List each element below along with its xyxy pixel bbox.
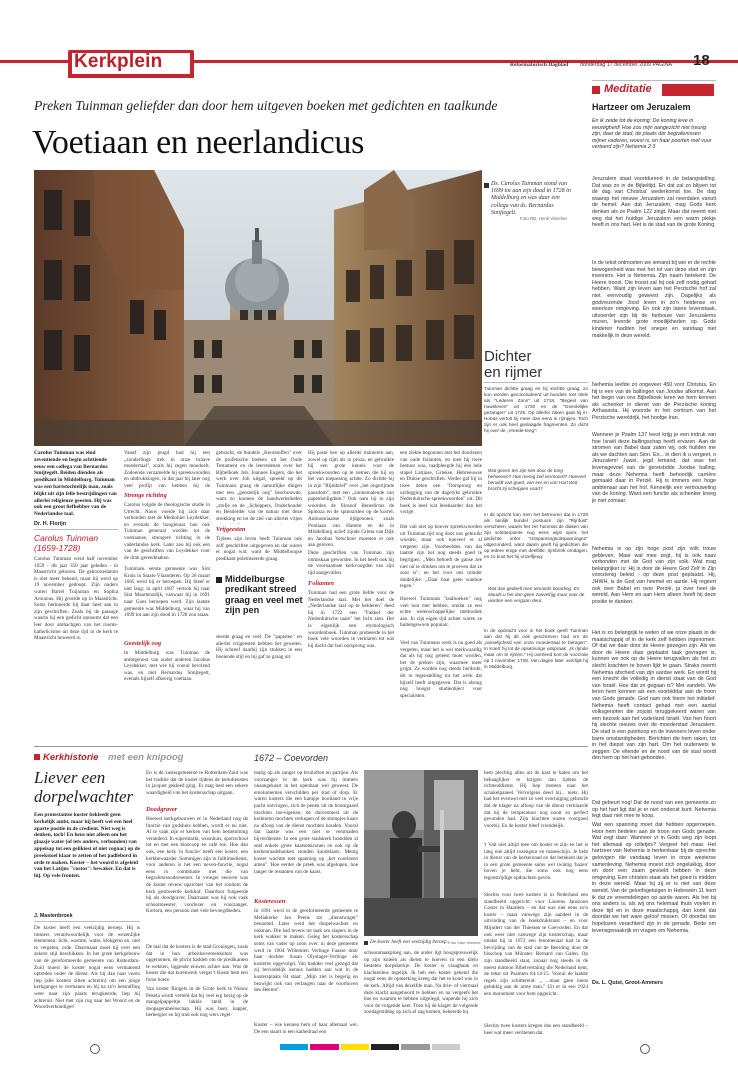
feature-col3c-text: seerde graag en veel. De "papisten" en allerlei vrijgeesten hebben het geweten. Hij schreef daarbij zijn stukken in een boeiende stijl en hij gaf ze graag uit. bbox=[216, 634, 302, 660]
registration-mark-icon bbox=[640, 1044, 650, 1054]
history-col2: En is de zustergemeente te Rotterdam-Zuid was het traditie dat de koster tijdens de kerkdiensten in jacquet gekleed ging. Er mag best een zekere waardigheid van het kostersschap uitgaan. bbox=[146, 770, 248, 796]
headline-top: Preken Tuinman geliefder dan door hem uitgeven boeken met gedichten en taalkunde bbox=[34, 98, 498, 113]
poetry-verse-1: Wat geven ten zijn niet door de tong behoeven? Hoe menig zeil vermoord? Hoeveel benoldt van goed, van eer en van Hart Wat bracht zij scheppen vaart? bbox=[488, 468, 586, 491]
history-author-rule bbox=[34, 921, 140, 922]
history-col3: matig op als zanger op bruiloften en partijen. Als voorzanger in de kerk was hij immers onaangekaart in het openbaar wel geweest. De emolumenten verschilden per stad of dorp. Er waren kosters die een kampje hooiland in vrije pacht ontvingen, zich de penen uit de boomgaard mochten toe-eigenen, de duivenmest uit de kerktoren mochten verkopen of de stompjes kaars na afloop van de dienst mochten houden. Vooral dat laatste was een niet te versmaden bijverdienste. In een grote stadskerk brandden al snel enkele grote kaarsenkronen en ook op de kerkenraadsbanken stonden kandelaars. Menig koster wachtte met spanning op „het voorlezen amen". Hoe eerder de preek was afgelopen, hoe langer de restanten van de kaars. bbox=[254, 770, 358, 875]
headline: Voetiaan en neerlandicus bbox=[32, 124, 365, 161]
poetry-title-line1: Dichter bbox=[484, 348, 532, 365]
meditatie-rule bbox=[592, 80, 716, 81]
photo-caption: Ds. Carolus Tuinman stond van 1699 tot aan zijn dood in 1728 in Middelburg en was daar een collega van ds. Bernardus Smijtegelt. bbox=[491, 181, 571, 216]
section-title: Kerkplein bbox=[74, 51, 163, 72]
sexton-photo-illustration bbox=[364, 770, 478, 936]
feature-col2c-text: Tuinmans eerste gemeente was Sint Kruis in Staats-Vlaanderen. Op 28 maart 1685 werd hij er beroepen. Hij bleef er niet lang: in april 1687 vertrok hij naar Sint Maartensdijk, vanwaar hij in 1691 naar Goes beroepen werd. Zijn laatste gemeente was Middelburg, waar hij van 1699 tot aan zijn dood in 1728 zou staan. bbox=[124, 566, 210, 619]
poetry-text-1: Tuinman dichtte graag en hij stichtte graag, zo kon worden geconcludeerd uit bundels met titels als "Lederen Zons" uit 1718, "Begeel van huweleven" uit 1720 en de "Geestelijke gezangen" uit 1725. Op allerlei zaken gaat hij in. Hobas vertolt hij meer dan eens in rijmpjes. Toch zijn er ook heel geslaagde fragmenten. Zo dicht hij over de „Vreede-teng": bbox=[484, 386, 588, 433]
meditatie-title: Hartzeer om Jeruzalem bbox=[592, 102, 691, 112]
subhead-kosteressen: Kosteressen bbox=[254, 898, 286, 905]
color-swatch bbox=[371, 1044, 399, 1050]
meditatie-body-4: Wanneer je Psalm 137 leest krijg je een indruk van hoe Israël deze ballingschap heeft ervaren. Aan de stromen van Babel daar zaten wij, ook huilden me als we dachten aan Sion. En... in dien ik u vergeet, o Jeruzalem! Juwel, jegd lemand, dat was het levensgevoel van de gereisbdde Joodse balling, maar deze Nehemia heeft behoorlijk carrière gemaakt daar in Perzië. Hij is immers een hoge ambtenaar aan het hof. Kennelijk een vertrouweling van de koning. Want een functie als schenker kreeg je niet zomaar. bbox=[592, 432, 716, 504]
history-intro: Een protestantse koster bekleedt geen kerkelijk ambt, maar hij heeft wel een heel aparte positie in de credient. Niet weg is denken, toch! En heus niet alleen om het glaasje water (of iets anders, verbonden) van appelsap tot een gelikiest of niet cognac) op de preekstoel klaar te zetten of het padlebord in orde te maken. Koster – het woord is afgeleid van het Latijns "custos": bewaker. En dat is hij. Op vele fronten. bbox=[34, 812, 140, 880]
dateline: donderdag 17 december 2009 PAGINA bbox=[580, 62, 673, 68]
meditatie-label-bar bbox=[662, 84, 714, 96]
feature-author: Dr. H. Florijn bbox=[34, 521, 67, 527]
feature-col5-text: een ziekte begonnen met het doorlezen van oude folianten, en toen hij twee bestuur was, raadpleegde hij een hele stapel Latijnse, Griekse, Hebreeuwse en Duitse geschriften. Verder gaf hij in twee delen een "Oorsprong en uytlegging van de dagelyks gebruikte Nederduitsche spreekwoorden" uit. Dit boek is heel wat leesbaarder dan het vorige. bbox=[400, 450, 482, 516]
pullquote bbox=[216, 574, 302, 630]
feature-col2-sub-strenge bbox=[124, 492, 210, 502]
poetry-text-2: In dit opzicht kan men het betreuren dat in 1729 als tuinlijk bundel postuum zijn "Rijnfust" verscheen, waarin het zet Tuinman de diaken van zijn schitterpointe nog eens wijst open; het gedichte order "Uitspanningsuitspanningen" uitgezonderd, want daarin geeft hij gedichten die op iedere enige met deeltitle: rijmbrink omdagen, en zo kust het hij onzelfjeug: bbox=[484, 512, 588, 559]
color-swatch bbox=[432, 1044, 460, 1050]
pullquote-square-icon bbox=[216, 577, 222, 583]
feature-col5d-text: Veel van Tuinmans werk is nu goed als vergeten, maar het is wel merkwaardig dat als hij nog geleest moet worden, het de preken zijn, waarmee meer grijpt. Ze worden nog steeds herdrukt, dit in tegenstelling tot het werk dat hijzelf heeft uitgegeven. Dat is alsnog nog hoogst studieobject voor specialisten. bbox=[400, 640, 482, 699]
street-scene-illustration bbox=[34, 170, 482, 446]
feature-col2b-text: Carolus volgde de theologische studie in Utrecht. Nauw voelde hij zich daar verbonden met de Mediohier Leydekker, en evenals de hoogleraar ban ook Tuinman generaal worden tot de voetiaanse, strengere richting in de vaderlandse kerk. Later zou hij ook een van de geschriften van Leydekker voor de druk gereedmaken. bbox=[124, 502, 210, 561]
subhead-doodgraver: Doodgraver bbox=[146, 806, 178, 813]
feature-col4b-text: Deze geschriften van Tuinman zijn onmiskaar geworden. In het heeft ook hij de voornaamste kerkvoogden van zijn tijd aangevallen. bbox=[308, 550, 394, 576]
meditatie-body-2: In de tekst ontmoeten we iemand bij wie er de rechte bewogenheid was met het lot van deze stad en zijn inwoners. Het is Nehemia. Zijn naam betekent: De Heere troost. Die troost zal hij ook zelf nodig gehad hebben. Want zijn leven aan het Perzische hof zal niet eenvoudig geweest zijn. Dagelijks als godvrezende Jood leven in zo'n heidense en weerloze omgeving. En ook zijn latere levenstaak, uitvoerder zijn bij de herbouw van Jeruzalems muren, leverde grote moeilijkheden op. Gods kinderen hadden het sneger en vandaag niet makkelijk in deze wereld. bbox=[592, 260, 716, 339]
history-col2c: De taal dat de kosters is de stad Groningen, zoals dat in hun arbeidsovereenkomst was opgenomen, de plicht hadden om de predikanten te wekken, liggende eiuwen achter aan. Was de koster die dat kurenwerk vergat 't Koste hem een forse boete. bbox=[146, 944, 248, 983]
section-header bbox=[0, 0, 738, 78]
history-col5b: 't Valt niet altijd mee om koster te zijn en het is lang niet altijd rozengeur en maneschijn. Je hebt in dienst van de kerkenraad en dat betekent dat je in een grote gemeente soms wel twintig 'bazen' boven je hebt, die soms ook nog eens tegenstrijdige opdrachten geven. bbox=[484, 842, 588, 881]
page-number: 18 bbox=[693, 52, 710, 69]
poetry-text-3: In de opdracht voor in het boek geeft Tuinman aan dat hij dit ook geschreven had om de „ranselijcheid van onze moedertaal te betogen". In Koert hij tot de opsetvurige uitspraak: „Ik rijmde maar om te rijmen." Hij overleed kort de voorzote op 1 november 1728. Van dagen later overlijdt hij in Middelburg. bbox=[484, 628, 588, 669]
meditatie-body-7: Dat gebeurt nog! Dat de nood van een gemeente zo op het hart ligt dat je er niet onderuit kunt. Nehemia legt daar niet mee te koop. bbox=[592, 800, 716, 820]
history-photo-bullet bbox=[364, 941, 368, 945]
history-divider bbox=[34, 746, 588, 747]
meditatie-signature: Ds. L. Quist, Groot-Ammers bbox=[592, 980, 663, 986]
author-rule bbox=[34, 529, 118, 530]
color-swatch bbox=[280, 1044, 308, 1050]
pullquote-text: Middelburgse predikant streed graag en veel met zijn pen bbox=[225, 574, 303, 616]
history-photo bbox=[364, 770, 478, 936]
feature-col2-text: Vanaf zijn jeugd had hij een „zonderlinge trek in onze braave moedertaal", zoals hij zegen moedoelt. Zodoende verzamelde hij spreekwoorden en uitdrukkingen, in dat jaar hij later nog veel profijt van hebben bij de bbox=[124, 450, 210, 489]
subhead-geestelijk: Geestelijk oog bbox=[124, 640, 162, 647]
subject-years: (1659-1728) bbox=[34, 543, 81, 553]
history-rubric-grey: met een knipoog bbox=[108, 752, 184, 763]
feature-col5b-text: Het valt niet op hoever spreekwoorden uit Tuinman tijd nog door ons gebruikt worden, maar ook hoeveel er al vergeten zijn. Voorbeelden van dat laatste zijn het nog steeds goed te begrijpen: „Men behoeft de ganse zee niet uit te drinken om te proeven dat ze zout is"; en het voor ons minder duidelijke: „Daar baat geen wanhoe tegen." bbox=[400, 524, 482, 590]
feature-col3-sub-vrijgeesten bbox=[216, 526, 302, 536]
history-photo-caption: De koster heeft een veelzijdig beroep. bbox=[370, 939, 448, 945]
subhead-folianten: Folianten bbox=[308, 580, 334, 587]
meditatie-body-6: Het is zo belangrijk te weten of we onze plaats in de maatschappij of in de kerk zelf hebben ingenomen. Of dat we daar door de Heere gezegen zijn. Als we door de Heere daar geplaatst taak gevragen is, kunnen we ook op de Heere terugvallen als het zo slecht krachten te boven lijkt te gaan. Straks neemt Nehemia afscheid van zijn aardse werk. En wordt hij een knecht die volledig in dienst staat van de God van Israël. Hoe dat zo gegaan is? Met vandels. We leren hem kennen als een voorbiddar aan de troon van Gods genade. God nam ook hierin het initiatief. Nehemia heeft contact gehad met een aantal volksgenoten die zojuist teruggekeerd waren van een bezoek aan het vaderland Israël. Van hen hoort hij slechte nieuws over de moederstad Jeruzalem. De stad is een puinhoop en de inwoners leven onder barre omstandigheden. Berichten die hem raken, tot in het diepst van zijn hart. Om het ouderwets te zeggen: De ellende en de nood van de stad wordt den hem op het hart gebonden. bbox=[592, 630, 716, 762]
subhead-strenge: Strenge richting bbox=[124, 492, 167, 499]
color-bar bbox=[280, 1044, 460, 1050]
meditatie-body-8: Wat een spanning moet dat hebben opgeroepen. Hoor hem bedelen aan de troon van Gods genade. Wat zegt daar: Wanneer vr in Gods weg zijn loopt het allemaal op rolletjes? Vergeet het maar. Het hartzeer van Nehemia is herkenbaar bij de oprechte gelovigen die vandaag leven in onze westerse samenleving. Nehemia moest zich ongelukkig, door en door een zaam gevoeld hebben in deze omgeving. Een christen staat als het goed is midden in deze wereld. Maar hij zij er is niet van deze wereld. Van de geloofsgetuigen in Hebreeën 11 leert ik dat ze vreemdelingen op aarde waren. Als het bij ons anders is, als wij ons helemaal thuis voelen in deze tijd en in deze maatschappij, dan komt dat doordat we het ware geloof missen. Of doordat we hopelozen verachterd zijn in de genade. Bede om levensgenaakrijk en vragen om Nehemia. bbox=[592, 822, 716, 934]
history-col3-sub bbox=[254, 898, 358, 908]
history-rubric-red: Kerkhistorie bbox=[43, 752, 99, 763]
poetry-box bbox=[484, 340, 588, 740]
history-author: J. Mastenbroek bbox=[34, 913, 73, 919]
history-col5d: Slechts twee kosters kregen dus een standbeeld – heel wat meer verdienen dat. bbox=[484, 1023, 588, 1036]
history-col2d: Van koster Ringels in de Grote kerk te Nieuw Pekela wordt verteld dat hij veel erg bezig op de mangelpappeltje lakkle 'steld in de doopsgenmeenschap. Hij was boer, kapper, herbergier en hij trad ook nog wers regel- bbox=[146, 986, 248, 1019]
history-headline: Liever een dorpelwachter bbox=[34, 768, 134, 806]
color-swatch bbox=[310, 1044, 338, 1050]
color-swatch bbox=[341, 1044, 369, 1050]
feature-col4c-text: Tuinman had een grote liefde voor de Nederlandse taal. Met het doel de „Nederlandse taal op te helderen" deed hij in 1722 een "Fakkel der Nederduitsche taale" het licht zien. Het is eigenlijk een etymologisch woordenboek. Tuinman probeerde in het boek vele woorden te verklaren tot wat hij dacht dat hun oorsprong was. bbox=[308, 590, 394, 649]
feature-col4-sub-folianten bbox=[308, 580, 394, 590]
feature-col1-text: Carolus Tuinman werd half november 1659 - dit jaar 350 jaar geleden - in Maastricht geboren. De geboortedatum is niet meer bekend, maar hij werd op 19 november gedoopt. Zijn ouders waren Bartel Tuijnman en Sophia Aronnius. Hij groeide op in Maastricht. Soms herinnerde hij daar later aan in zijn geschriften. Zoals bij de passage waarin hij een gedicht opnoemt dat een leer door ambachgen van het rooms-katholicisme uit deze tijd in de kerk te Maastricht beweerd is. bbox=[34, 556, 118, 642]
history-col3b: In 1891 werd in de gereformeerde gemeente te Mellakerke Jan Peene tot „dienstwager" benoemd. Later werd het dorpelwachter en ookman. Die had tevens tot taak om slapers in de kerk wakker te maken. Geleg het kostersschap soms van vader op zoon over. in deze gemeente werd in 1904 Willemien Verlinge Faasse door haar dochter Susan Olyslager-Verlinge als kosteres opgevolgd. Van hadden veel gezegd dat zij bevindelijk kennis hadden aan wat in de kostersplaats 84 staat: „Mijn ziel is begerig en bezwijkt ook van verlangen naar de voorhoven des Heeren". bbox=[254, 908, 358, 994]
color-swatch bbox=[401, 1044, 429, 1050]
newspaper-name: Reformatorisch Dagblad bbox=[510, 62, 569, 68]
meditatie-body-1: Jeruzalem staat voortdurend in de belangstelling. Dat was zo in de Bijbeltijd. En dat zal zo blijven tot de dag van Christus' wederkomst toe. De dag waarop het nieuwe Jeruzalem zal neerdalen vanuit de hemel. Aan dat Jeruzalem, mag Gods kerk denken als ze Psalm 122 zingt. Maar dat neemt niet weg dat het huidige Jeruzalem een warm plekje heeft in ons hart. Het is de stad van de grote Koning. bbox=[592, 176, 716, 229]
history-subtitle: 1672 – Coevorden bbox=[254, 753, 329, 763]
poetry-title-line2: en rijmer bbox=[484, 364, 543, 381]
feature-col5c-text: Hoewel Tuinmans "taalboeken" nog veel hun met hebben, omdat ze een echte wetenschappelijke methodiek aan. In zijn eigen tijd achter waren ze buitengewoon populair. bbox=[400, 596, 482, 629]
meditatie-body-3: Nehemia leefde zo ongeveer 450 voor Christus. En hij is een van de ballingen van Joodse afkomst. Aan het begin van ons Bijbelboek leren we hem kennen als schenker in dienst van de Perzische koning Arthasasta. Hij woonde in het centrum van het Perzische wereldrijk, het hoofge Iran. bbox=[592, 382, 716, 421]
photo-credit: Foto RD, Henk Visscher bbox=[520, 216, 568, 221]
history-col5: hem plechtig alles uit de kast te halen om het behaaglijker te krijgen dan tijdens de ochtenddienst. Hij liep meteen naar het schakelpaneel. Vervolgens deed hij... niets. Hij had het evenwel met zo veel overtuiging gebracht dat de klager na afloop van de dienst verklaarde dat hij de temperatuur nog nooit zo perfect gevonden had. Zijn klachten waren voorgoed voorbij. En de koster bleef vriendelijk. bbox=[484, 770, 588, 829]
history-rubric bbox=[34, 752, 274, 766]
subject-name: Carolus Tuinman bbox=[34, 533, 99, 543]
feature-col4-text: Hij paste hen op allerlei manieren aan, zowel op rijm als in proza, en gebruikte hij een grote kennis voor de spreekwoorden op te nemen die hij op het van toepassing achtte. Zo dichtte hij in zijn "Rijmbrief" over „het ongerijmde pausdom", met een „zonnemalende van papenheiligdom." Ook nam hij in zijn woorden de filosoof Benedictus de Spinoza en de spinozisten op de korrel. Antinomiaanse tijdgenoten zoals Pontiaan van Hattem en de in Middelburg actief zijnde Grieta van Dijk en Jacobus Verschoor moesten er ook aan geloven. bbox=[308, 450, 394, 548]
meditatie-verse: En ik zeide tot de koning: De koning leve in eeuwigheid! Hoe zou mijn aangezicht niet treurig zijn, daar de stad, de plaats der begrafenissen mijner vaderen, woest is, en haar poorten met vuur verteerd zijn? Nehemia 2:3 bbox=[592, 118, 712, 151]
history-col2-sub bbox=[146, 806, 248, 816]
meditatie-square-icon bbox=[592, 86, 600, 94]
poetry-verse-2: Wat dan gedeelt men iemands boording. En stouds u het dan geen zauvelrijg maar voor de vierden een vergaan deur. bbox=[488, 586, 585, 603]
feature-col3-text: gebracht, de bundels „Keurstoffen" over de profetische boeken uit het Oude Testament en de leerredenen over het Bijbelboek Job. Joannes Eugers, die het werk over Job uitgaf, spreekt op dit Tuinmans graag de natuurlijke dingen met een „geestelijk oog" beschouwde, want zo kunnen de handwerkslieden „stofje en de „Scheppers, Onderhouder en Bestierder van de natuur met deze strekking en tot de ziel van allerlei vrijen bbox=[216, 450, 302, 522]
feature-col2d-text: In Middelburg was Tuinman de ambtgenoot van onder anderen Jacobus Leydekker, met wie hij vooral bevriend was, en met Bernardus Smijtegelt, evenals hijzelf afkeerig voetiaan. bbox=[124, 650, 210, 683]
history-col4: schoonmaakploeg aan, de ander ligt hoogspreuwelijk op zijn knieën als dienst te hoeven in een klein besteten dorpskerkje. De koster is vraagbaak en klachtenbus tegelijk. Ik heb een koster gekend die nogal eens de opmerking kreeg dat het te koud was in de kerk. Altijd van dezelfde man. Na drie- of viermaal deze klacht aangehoord te hebben en na vergeefs het hoe en waarom te hebben uitgelegd, wapende hij zich voor de volgende keer. Toen hij de klager de volgende zondagmiddag op zich af zag komen, bekeerde hij bbox=[364, 950, 478, 1016]
meditatie-label: Meditatie bbox=[604, 83, 652, 95]
meditatie-sidebar bbox=[592, 78, 716, 1068]
poetry-rule bbox=[484, 382, 588, 383]
history-square-icon bbox=[34, 754, 40, 760]
history-col3c: Koster – wie kennen hem of haar allemaal wel. De een staart in een kathedraal een bbox=[254, 1022, 358, 1035]
meditatie-body-5: Nehemia is op zijn hoge post zijn volk trouw gebleven. Maar wat mee zegt, hij is ook naav verbonden met de God van zijn volk. Wat mag belangrijker is: Hij is door de Heere God Zelf in Zijn voorzienig beleid - op deze post geplaatst. Hij, JHWH, is de God van heemel en aarde. Hij regeert ook over Babel en over Perzië, ja over heel de wereld. Aan Hem en aan Hem alleen heeft hij deze positie te danken. bbox=[592, 546, 716, 605]
feature-col2-sub-geestelijk bbox=[124, 640, 210, 650]
history-col5c: Slechts voor twee kosters is in Nederland een standbeeld opgericht: voor Laurens Janszoon Coster in Haarlem – en dat was niet eens zo'n koster – maar vanwege zijn aandeel in de uitvinding van de boekdrukkunst – en voor Mijndert van der Thiessen te Coevorden. En dat ook weer niet vanwege zijn kosterschap, maar omdat hij in 1672 een fenomenaal had in de bevrijding van de stad van de Beerding door de bisschop van Münster. Bernard van Galen. Op zijn standbeeld staat, zonaar nog steeds in de meest nuttoon Bibelvertaling die Nederland kent, de tekst uit Psalmen 84:14-15. Vooral de laatste regels zijn schitterend: „ ...maar gaen mens gelukkig aan de arme man." Uit er in een 1924 een monument voor hem opgericht. bbox=[484, 892, 588, 997]
registration-mark-icon bbox=[90, 1044, 100, 1054]
subhead-vrijgeesten: Vrijgeesten bbox=[216, 526, 246, 533]
feature-photo bbox=[34, 170, 482, 446]
history-photo-credit: Foto Sam Harmes bbox=[448, 940, 481, 945]
history-col2b: Hoewel kerkgebouwen er in Nederland nog de functie van godshuis hebben, wordt er nu niet. Al te vaak zijn er kerken van hem bestemming veranderd. In supermarkt, woonhuis, sportschool tot en met een bioscoop en café toe. Hoe dan ook, een kerk 'in functie' heeft een koster, een kerkbewaarder. Sommigen zijn in fulltimedienst, voor anderen is het een neven-functie, nogal eens in combinatie met die van begrafenisondernemer. In vroeger eeuwen was de koster tevens opzichter van het rondom de kerk gesitueerde kerkhof. Daardoor fungeerde hij als doodgraver. Daarnaast was hij ook vaak schoolmeester, voorlezer en voorzanger. Kortom, een persoon met vele bevoegdheden. bbox=[146, 816, 248, 915]
feature-col3b-text: Tijdens zijn leven heeft Tuinman ook zelf geschriften uitgegeven en dat waren er nogal wat, want de Middelburgse predikant polemiseerde graag. bbox=[216, 536, 302, 562]
photo-caption-bullet bbox=[484, 183, 489, 188]
history-col1: De koster heeft een veelzijdig beroep. Hij is immers verantwoordelijk voor de wezenlijke elementen: licht, warmte, water, klokgelui en, niet te vergeten, orde. Daarmaast moet hij over een zekere stijl beschikken. In het grote kerkgebouw van de gereformeerde gemeente van Rotterdam-Zuid moest de koster nogal eens vermanend optreden onder de dienst. Als hij dan naar voren liep (alle kosters zitten achterin) om een jonge kerkganger te vermanen en hij na zo'n bestraffing weer naar zijn plaats terugkeerde, liep hij achteruit. Niet met zijn rug naar het Woord en de Woordverkondiger! bbox=[34, 925, 140, 1011]
feature-intro: Carolus Tuinman was eind zeventiende en begin achttiende eeuw een collega van Bernardus Smijtegelt. Beiden dienden als predikant in Middelburg. Tuinman was een bartstochtelijk man, zoals blijkt uit zijn felle bestrijdingen van allerlei religieuze geesten. Hij was ook een groot liefhebber van de Nederlandse taal. bbox=[34, 450, 117, 518]
